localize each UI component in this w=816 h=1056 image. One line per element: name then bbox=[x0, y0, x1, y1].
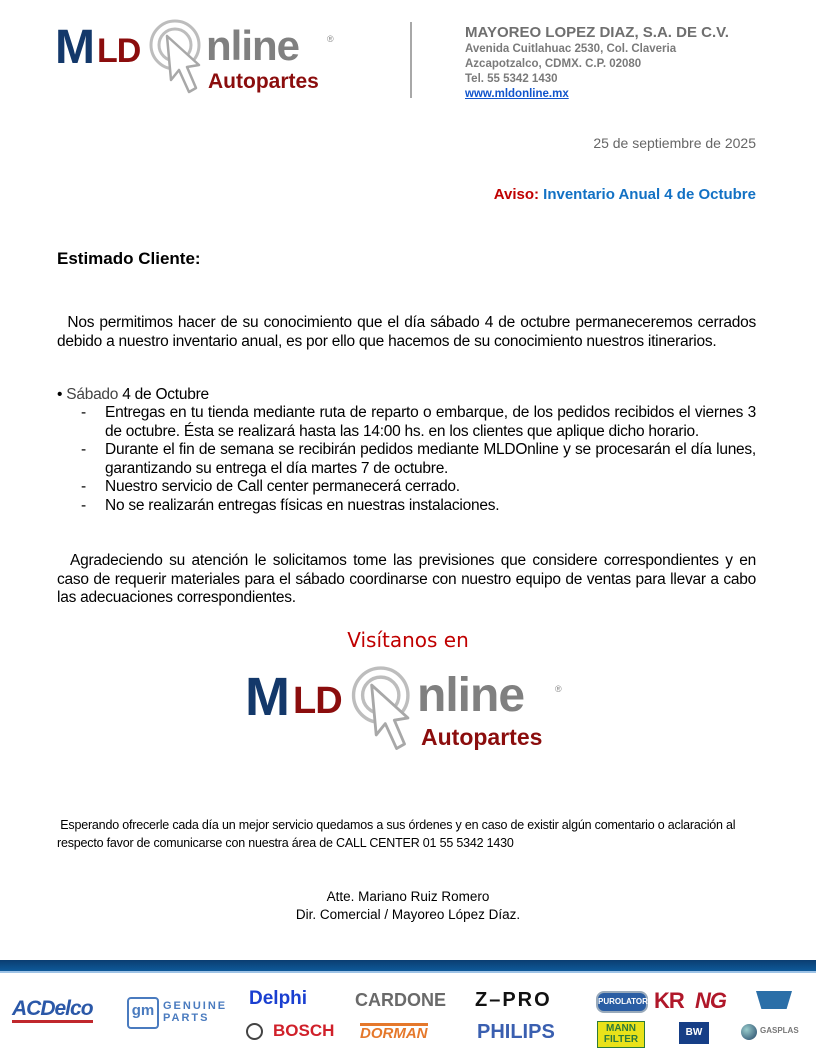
bullet-day: Sábado bbox=[66, 386, 119, 403]
bosch-logo: BOSCH bbox=[273, 1021, 335, 1040]
header-divider bbox=[410, 22, 412, 98]
list-item bbox=[57, 441, 756, 478]
list-item-text: Entregas en tu tienda mediante ruta de reparto o embarque, de los pedidos recibidos el viernes 3 de octubre. Ésta se realizará hasta las 14:00 hs. en los clientes que aplique dicho horario. bbox=[105, 404, 756, 440]
logo-autopartes: Autopartes bbox=[208, 70, 319, 93]
logo-ld: LD bbox=[293, 680, 342, 722]
list-item bbox=[57, 497, 756, 516]
notice-heading bbox=[494, 186, 756, 203]
logo-registered: ® bbox=[555, 684, 562, 694]
logo-m: M bbox=[55, 21, 94, 74]
logo-nline: nline bbox=[206, 22, 300, 69]
dash-marker: - bbox=[81, 496, 86, 514]
footer-bar bbox=[0, 960, 816, 973]
closing-paragraph: Agradeciendo su atención le solicitamos tome las previsiones que considere correspondientes y en caso de requerir materiales para el sábado coordinarse con nuestro equipo de ventas para llevar a cabo las adecuaciones correspondientes. bbox=[57, 552, 761, 606]
logo-nline: nline bbox=[417, 669, 525, 722]
cardone-logo: CARDONE bbox=[355, 990, 447, 1010]
kr-logo: KR bbox=[654, 988, 684, 1013]
list-item-text: Nuestro servicio de Call center permanecerá cerrado. bbox=[105, 478, 460, 495]
logo-autopartes: Autopartes bbox=[421, 724, 543, 750]
mann-filter-logo: MANN FILTER bbox=[597, 1021, 645, 1048]
acdelco-logo: ACDelco bbox=[12, 998, 93, 1023]
visit-heading: Visítanos en bbox=[347, 628, 469, 652]
cursor-target-icon bbox=[147, 18, 207, 98]
notice-title: Inventario Anual 4 de Octubre bbox=[543, 186, 756, 203]
dash-marker: - bbox=[81, 478, 86, 495]
philips-logo: PHILIPS bbox=[477, 1021, 555, 1043]
list-item bbox=[57, 478, 756, 497]
company-website-link[interactable]: www.mldonline.mx bbox=[465, 88, 569, 100]
gm-logo: gm bbox=[127, 997, 159, 1029]
mldonline-logo-center[interactable] bbox=[245, 664, 575, 756]
company-phone: Tel. 55 5342 1430 bbox=[465, 73, 558, 85]
dorman-logo: DORMAN bbox=[360, 1025, 428, 1042]
letter-date: 25 de septiembre de 2025 bbox=[593, 135, 756, 151]
gasplas-logo: GASPLAS bbox=[760, 1026, 799, 1035]
logo-m: M bbox=[245, 667, 289, 727]
cursor-target-icon bbox=[349, 664, 417, 756]
signature-title: Dir. Comercial / Mayoreo López Díaz. bbox=[295, 907, 521, 922]
signature-name: Atte. Mariano Ruiz Romero bbox=[326, 889, 490, 904]
notice-label: Aviso: bbox=[493, 186, 539, 203]
bw-logo: BW bbox=[679, 1022, 709, 1044]
company-address-2: Azcapotzalco, CDMX. C.P. 02080 bbox=[465, 58, 642, 70]
shield-badge-logo bbox=[756, 991, 792, 1009]
closing-note: Esperando ofrecerle cada día un mejor servicio quedamos a sus órdenes y en caso de existir algún comentario o aclaración al respecto favor de comunicarse con nuestra área de CALL CENTER 01 55 5342 1430 bbox=[57, 818, 739, 850]
mldonline-logo-header bbox=[55, 18, 345, 98]
purolator-logo: PUROLATOR bbox=[596, 991, 648, 1013]
dash-marker: - bbox=[81, 404, 86, 421]
delphi-logo: Delphi bbox=[249, 988, 308, 1009]
bullet-date: 4 de Octubre bbox=[118, 386, 209, 403]
company-address-1: Avenida Cuitlahuac 2530, Col. Claveria bbox=[465, 43, 677, 55]
logo-registered: ® bbox=[327, 34, 334, 44]
itinerary-list bbox=[57, 404, 756, 515]
list-item bbox=[57, 404, 756, 441]
signature bbox=[0, 888, 816, 924]
company-info bbox=[465, 24, 729, 102]
ng-logo: NG bbox=[695, 988, 726, 1013]
bullet-heading bbox=[57, 386, 209, 404]
dash-marker: - bbox=[81, 441, 86, 458]
bullet-marker: • bbox=[57, 386, 67, 403]
greeting: Estimado Cliente: bbox=[57, 249, 201, 268]
logo-ld: LD bbox=[97, 32, 141, 70]
intro-paragraph: Nos permitimos hacer de su conocimiento que el día sábado 4 de octubre permaneceremos cerrados debido a nuestro inventario anual, es por ello que hacemos de su conocimiento nuestros itinerarios. bbox=[57, 314, 761, 350]
zpro-logo: Z–PRO bbox=[475, 989, 552, 1011]
list-item-text: No se realizarán entregas físicas en nuestras instalaciones. bbox=[105, 496, 500, 514]
globe-icon bbox=[741, 1024, 757, 1040]
company-name: MAYOREO LOPEZ DIAZ, S.A. DE C.V. bbox=[465, 24, 729, 41]
bosch-armature-icon bbox=[246, 1023, 263, 1040]
gm-genuine-parts-text: GENUINE PARTS bbox=[163, 1000, 228, 1024]
list-item-text: Durante el fin de semana se recibirán pedidos mediante MLDOnline y se procesarán el día lunes, garantizando su entrega el día martes 7 de octubre. bbox=[105, 441, 756, 477]
